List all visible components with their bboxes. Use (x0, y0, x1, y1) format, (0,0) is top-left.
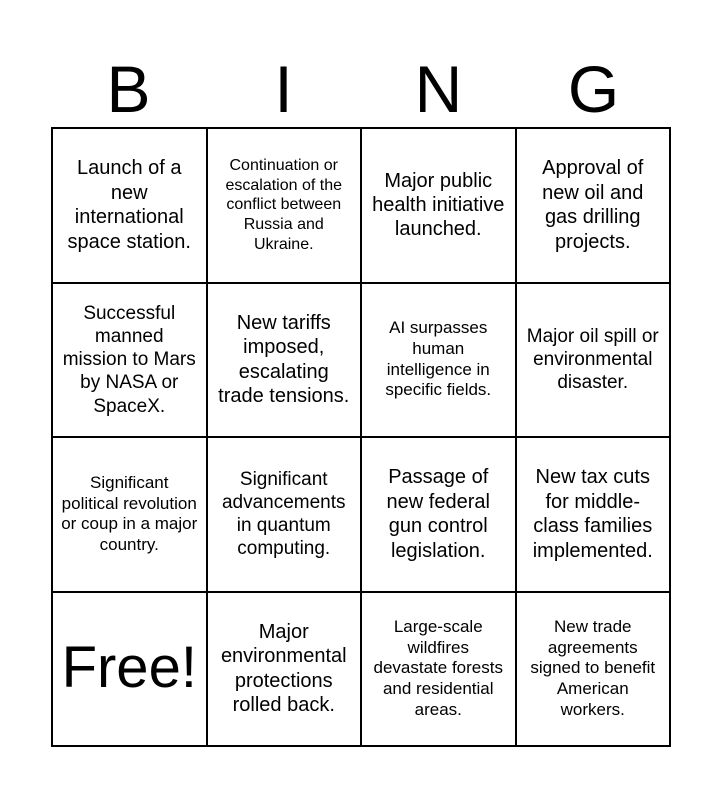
cell-text: Significant political revolution or coup in a major country. (61, 472, 198, 554)
bingo-cell[interactable] (362, 129, 517, 284)
bingo-cell[interactable] (517, 438, 672, 593)
cell-text: AI surpasses human intelligence in specific fields. (385, 318, 492, 400)
header-letter-b: B (106, 52, 151, 126)
bingo-cell[interactable] (53, 438, 208, 593)
bingo-board (51, 127, 671, 747)
cell-text: Successful manned mission to Mars by NASA or SpaceX. (62, 302, 196, 417)
free-space-cell[interactable] (53, 593, 208, 748)
bingo-cell[interactable] (362, 438, 517, 593)
bingo-cell[interactable] (208, 593, 363, 748)
cell-text: New trade agreements signed to benefit American workers. (530, 616, 656, 719)
bingo-cell[interactable] (53, 284, 208, 439)
bingo-cell[interactable] (362, 593, 517, 748)
header-letter-i: I (274, 52, 293, 126)
cell-text: Passage of new federal gun control legislation. (386, 466, 490, 562)
bingo-cell[interactable] (53, 129, 208, 284)
cell-text: Approval of new oil and gas drilling projects. (542, 157, 644, 253)
cell-text: Launch of a new international space station. (67, 157, 191, 253)
cell-text: Large-scale wildfires devastate forests and residential areas. (373, 616, 503, 719)
cell-text: Significant advancements in quantum computing. (221, 468, 346, 560)
bingo-cell[interactable] (517, 129, 672, 284)
bingo-cell[interactable] (208, 129, 363, 284)
cell-text: Major public health initiative launched. (372, 169, 505, 241)
bingo-cell[interactable] (362, 284, 517, 439)
bingo-cell[interactable] (208, 284, 363, 439)
cell-text: Major environmental protections rolled back. (220, 620, 347, 717)
header-letter-g: G (567, 52, 620, 126)
free-space-text: Free! (61, 635, 197, 701)
cell-text: Major oil spill or environmental disaster. (526, 325, 659, 394)
cell-text: New tariffs imposed, escalating trade tensions. (218, 311, 350, 408)
bingo-cell[interactable] (517, 284, 672, 439)
bingo-cell[interactable] (208, 438, 363, 593)
cell-text: Continuation or escalation of the conflict between Russia and Ukraine. (225, 157, 343, 253)
cell-text: New tax cuts for middle-class families implemented. (532, 466, 653, 562)
header-letter-n: N (414, 52, 463, 126)
bingo-header (51, 52, 671, 126)
bingo-cell[interactable] (517, 593, 672, 748)
